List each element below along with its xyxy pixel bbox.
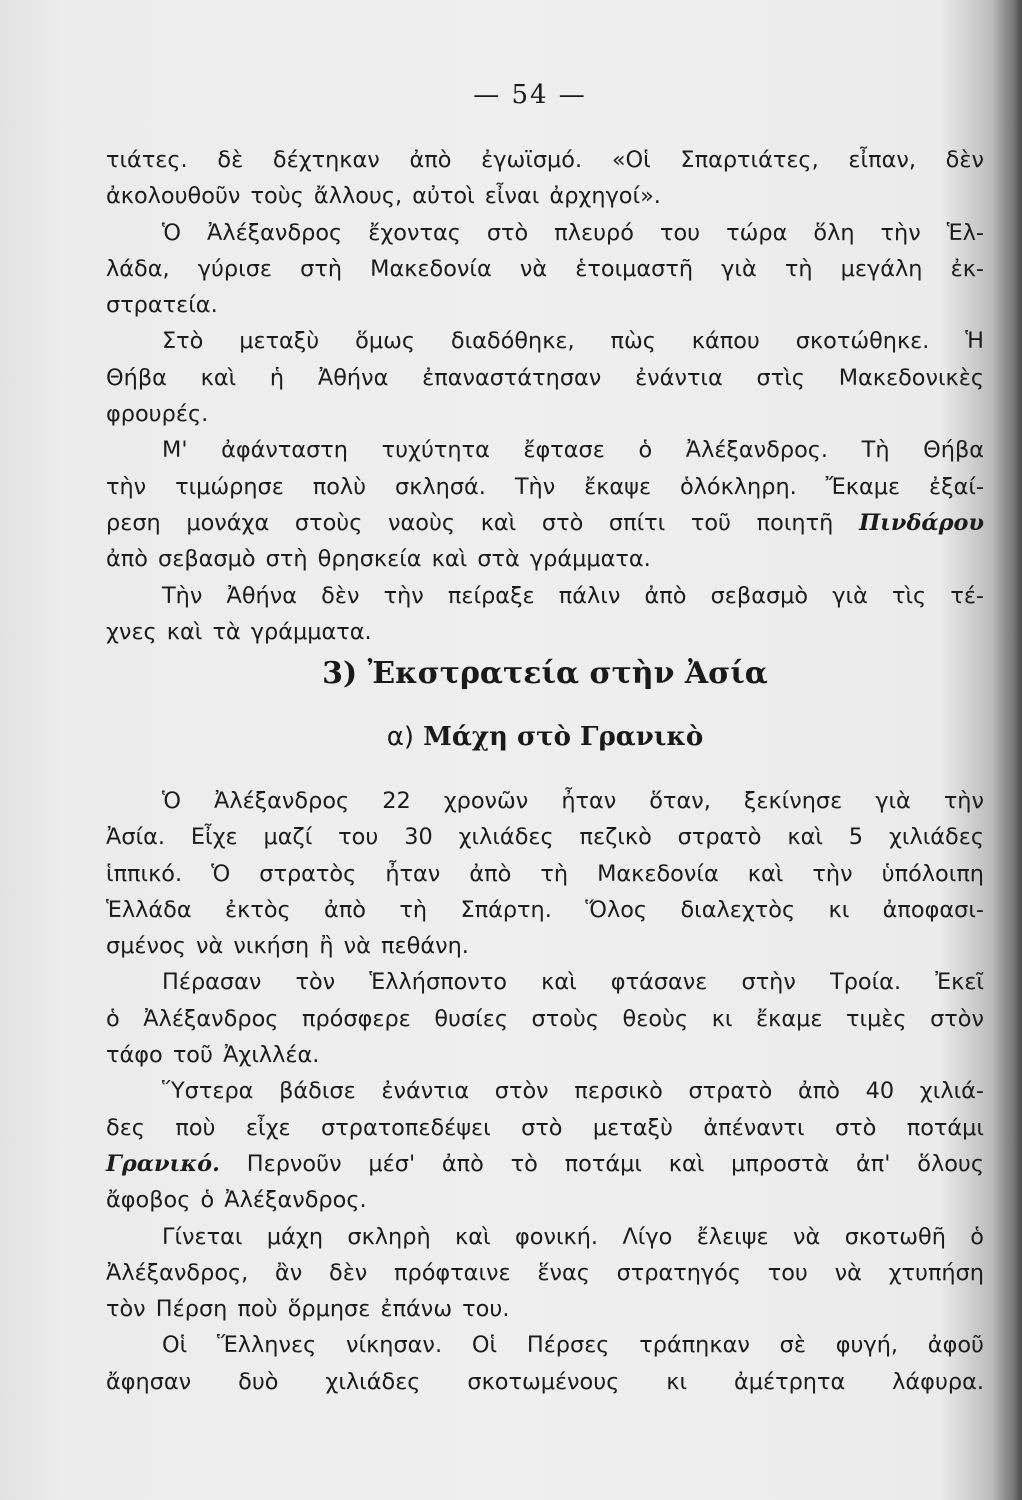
text-line: ἀπὸ σεβασμὸ στὴ θρησκεία καὶ στὰ γράμματα.	[106, 546, 651, 573]
text-line: Ἀλέξανδρος, ἂν δὲν πρόφταινε ἕνας στρατηγός του νὰ χτυπήση	[106, 1259, 984, 1286]
text-line: στρατεία.	[106, 292, 218, 319]
text-line: Στὸ μεταξὺ ὅμως διαδόθηκε, πὼς κάπου σκοτώθηκε. Ἡ	[162, 328, 984, 355]
text-line: Γίνεται μάχη σκληρὴ καὶ φονική. Λίγο ἔλειψε νὰ σκοτωθῆ ὁ	[162, 1223, 984, 1250]
text-line	[106, 1146, 984, 1182]
text-line: Ἀσία. Εἶχε μαζί του 30 χιλιάδες πεζικὸ στρατὸ καὶ 5 χιλιάδες	[106, 824, 984, 851]
text-line: Ὕστερα βάδισε ἐνάντια στὸν περσικὸ στρατὸ ἀπὸ 40 χιλιά-	[162, 1078, 984, 1105]
subheading-marker: α)	[386, 722, 415, 752]
text-line: λάδα, γύρισε στὴ Μακεδονία νὰ ἑτοιμαστῆ γιὰ τὴ μεγάλη ἐκ-	[106, 255, 984, 282]
text-line: σμένος νὰ νικήση ἢ νὰ πεθάνη.	[106, 933, 469, 960]
text-line: Τὴν Ἀθήνα δὲν τὴν πείραξε πάλιν ἀπὸ σεβασμὸ γιὰ τὶς τέ-	[162, 582, 984, 609]
subheading-title: Μάχη στὸ Γρανικὸ	[423, 722, 704, 752]
page-number: — 54 —	[473, 80, 587, 110]
text-line: ἄφοβος ὁ Ἀλέξανδρος.	[106, 1187, 367, 1214]
text-line: Θήβα καὶ ἡ Ἀθήνα ἐπαναστάτησαν ἐνάντια στὶς Μακεδονικὲς	[106, 364, 984, 391]
section-heading: 3) Ἐκστρατεία στὴν Ἀσία	[322, 656, 768, 691]
text-line: τὴν τιμώρησε πολὺ σκλησά. Τὴν ἔκαψε ὁλόκληρη. Ἔκαμε ἐξαί-	[106, 473, 984, 500]
emphasized-name: Γρανικό.	[106, 1150, 220, 1177]
bottom-text-block	[106, 783, 984, 1400]
text-line	[106, 505, 984, 541]
text-line: δες ποὺ εἶχε στρατοπεδέψει στὸ μεταξὺ ἀπέναντι στὸ ποτάμι	[106, 1114, 984, 1141]
text-line: Οἱ Ἕλληνες νίκησαν. Οἱ Πέρσες τράπηκαν σὲ φυγή, ἀφοῦ	[162, 1332, 984, 1359]
text-line: χνες καὶ τὰ γράμματα.	[106, 618, 372, 645]
text-line: Ὁ Ἀλέξανδρος 22 χρονῶν ἦταν ὅταν, ξεκίνησε γιὰ τὴν	[162, 788, 984, 814]
text-line: Ἑλλάδα ἐκτὸς ἀπὸ τὴ Σπάρτη. Ὅλος διαλεχτὸς κι ἀποφασι-	[106, 896, 984, 923]
text-line: τάφο τοῦ Ἀχιλλέα.	[106, 1042, 320, 1069]
text-line: Πέρασαν τὸν Ἑλλήσποντο καὶ φτάσανε στὴν Τροία. Ἐκεῖ	[162, 969, 984, 996]
text-line: ὁ Ἀλέξανδρος πρόσφερε θυσίες στοὺς θεοὺς κι ἔκαμε τιμὲς στὸν	[106, 1005, 984, 1032]
text-line: Μ' ἀφάνταστη τυχύτητα ἔφτασε ὁ Ἀλέξανδρος. Τὴ Θήβα	[162, 437, 984, 464]
text-fragment: Περνοῦν μέσ' ἀπὸ τὸ ποτάμι καὶ μπροστὰ ἀπ' ὅλους	[246, 1150, 984, 1177]
text-line: ἱππικό. Ὁ στρατὸς ἦταν ἀπὸ τὴ Μακεδονία καὶ τὴν ὑπόλοιπη	[106, 860, 984, 887]
top-text-block	[106, 142, 984, 650]
text-line: φρουρές.	[106, 401, 209, 428]
text-line: τὸν Πέρση ποὺ ὅρμησε ἐπάνω του.	[106, 1296, 510, 1323]
text-line: ἄφησαν δυὸ χιλιάδες σκοτωμένους κι ἀμέτρητα λάφυρα.	[106, 1368, 984, 1395]
text-line: τιάτες. δὲ δέχτηκαν ἀπὸ ἐγωϊσμό. «Οἱ Σπαρτιάτες, εἶπαν, δὲν	[106, 147, 984, 173]
emphasized-name: Πινδάρου	[858, 509, 984, 536]
text-line: Ὁ Ἀλέξανδρος ἔχοντας στὸ πλευρό του τώρα ὅλη τὴν Ἑλ-	[162, 219, 984, 246]
text-fragment: ρεση μονάχα στοὺς ναοὺς καὶ στὸ σπίτι τοῦ ποιητῆ	[106, 509, 834, 536]
section-subheading	[0, 722, 1022, 752]
page-edge-shadow	[992, 0, 1022, 1500]
text-line: ἀκολουθοῦν τοὺς ἄλλους, αὐτοὶ εἶναι ἀρχηγοί».	[106, 183, 661, 210]
